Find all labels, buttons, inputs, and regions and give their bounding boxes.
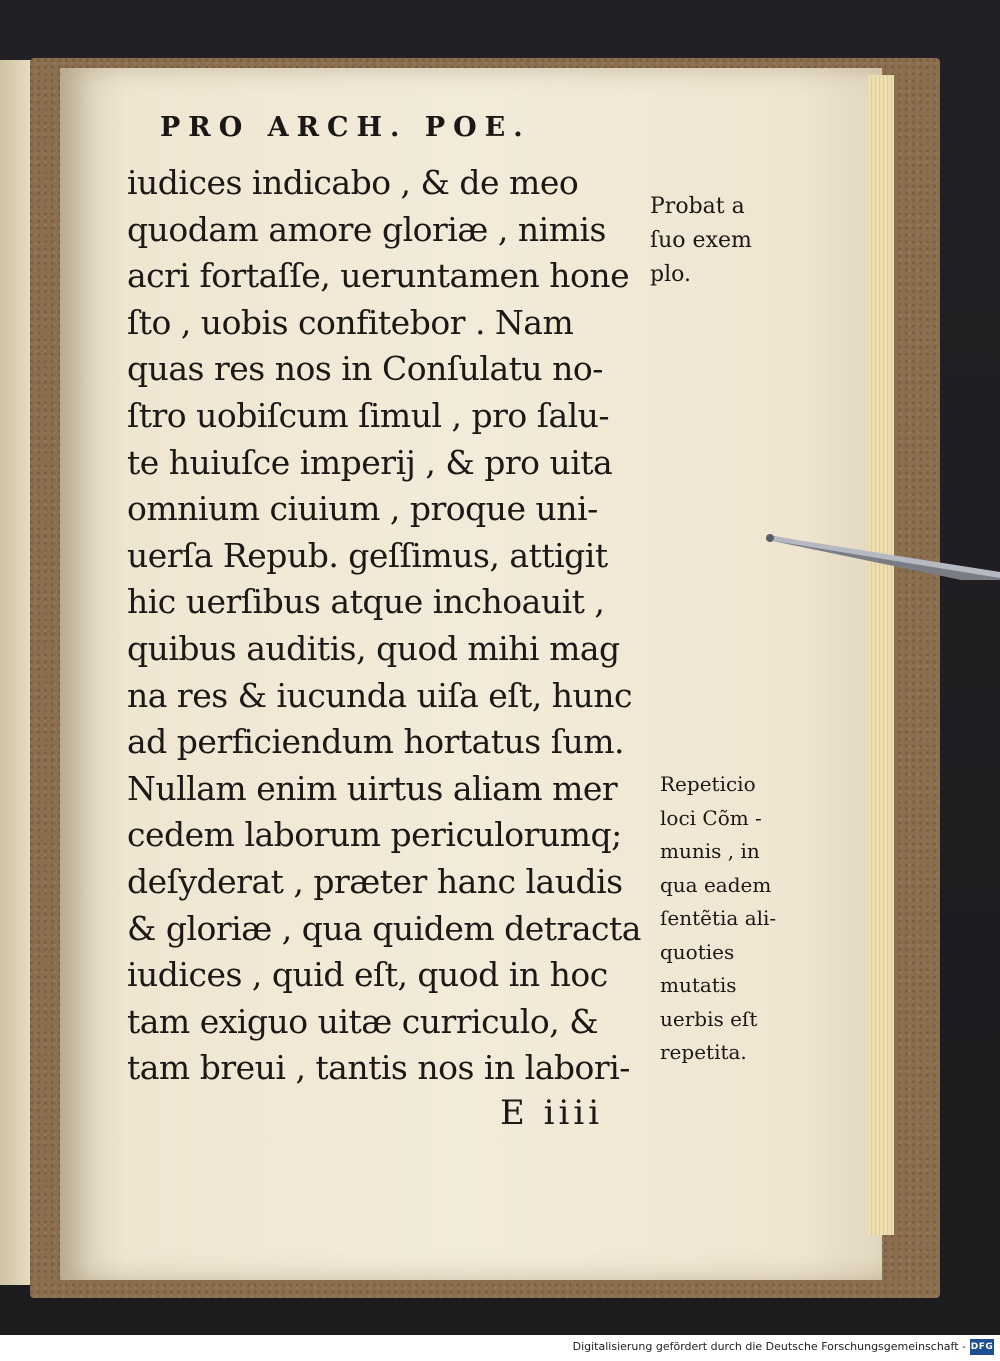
body-text: [127, 160, 647, 1092]
text-line: iudices , quid eſt, quod in hoc: [127, 955, 608, 995]
text-line: deſyderat , præter hanc laudis: [127, 861, 623, 901]
text-line: cedem laborum periculorumq;: [127, 815, 622, 855]
text-line: iudices indicabo , & de meo: [127, 163, 579, 202]
margin-note-line: quoties: [660, 939, 735, 964]
running-head: PRO ARCH. POE.: [160, 112, 531, 143]
margin-note-line: plo.: [650, 262, 691, 287]
text-line: omnium ciuium , proque uni-: [127, 489, 598, 529]
page-block-edge: [868, 75, 894, 1235]
bleed-through-text: [130, 1103, 138, 1131]
text-line: ad perficiendum hortatus ſum.: [127, 722, 624, 762]
margin-note-line: qua eadem: [660, 872, 772, 897]
pointer-needle: [760, 520, 1000, 580]
text-line: te huiuſce imperij , & pro uita: [127, 442, 613, 482]
margin-note-1: [650, 190, 752, 292]
text-line: & gloriæ , qua quidem detracta: [127, 908, 641, 948]
margin-note-line: uerbis eſt: [660, 1006, 758, 1031]
margin-note-line: ſentẽtia ali-: [660, 906, 777, 930]
text-line: quodam amore gloriæ , nimis: [127, 209, 606, 249]
footer-bar: [0, 1335, 1000, 1361]
text-line: tam breui , tantis nos in labori-: [127, 1048, 630, 1088]
margin-note-line: ſuo exem: [650, 228, 752, 253]
text-line: acri fortaſſe, ueruntamen hone: [127, 256, 630, 296]
text-line: quas res nos in Conſulatu no-: [127, 349, 603, 389]
margin-note-line: munis , in: [660, 839, 760, 863]
text-line: quibus auditis, quod mihi mag: [127, 628, 620, 668]
margin-note-line: loci Cõm -: [660, 805, 762, 830]
text-line: tam exiguo uitæ curriculo, &: [127, 1001, 599, 1041]
margin-note-line: Probat a: [650, 194, 745, 219]
margin-note-2: [660, 768, 776, 1070]
text-line: ſtro uobiſcum ſimul , pro ſalu-: [127, 395, 610, 435]
text-line: uerſa Repub. geſſimus, attigit: [127, 535, 608, 575]
text-line: hic uerſibus atque inchoauit ,: [127, 582, 605, 622]
margin-note-line: Repeticio: [660, 772, 756, 796]
text-line: Nullam enim uirtus aliam mer: [127, 768, 618, 808]
margin-note-line: mutatis: [660, 973, 737, 997]
footer-credit: Digitalisierung gefördert durch die Deutsche Forschungsgemeinschaft -: [572, 1340, 966, 1353]
signature-mark: E iiii: [500, 1093, 604, 1133]
dfg-logo: DFG: [970, 1339, 994, 1355]
margin-note-line: repetita.: [660, 1040, 747, 1064]
text-line: na res & iucunda uiſa eſt, hunc: [127, 675, 633, 715]
text-line: ſto , uobis confitebor . Nam: [127, 302, 574, 342]
